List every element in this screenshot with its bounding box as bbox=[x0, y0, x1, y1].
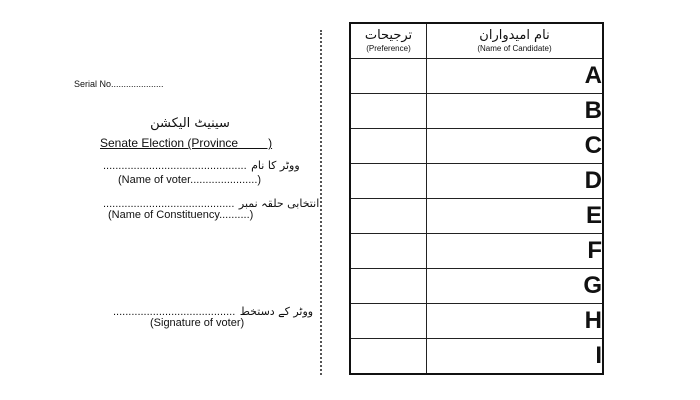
preference-cell[interactable] bbox=[350, 129, 427, 164]
voter-name-urdu-line bbox=[103, 156, 300, 174]
preference-cell[interactable] bbox=[350, 269, 427, 304]
signature-en: (Signature of voter) bbox=[150, 317, 245, 329]
candidate-row bbox=[350, 269, 603, 304]
constituency-en: (Name of Constituency..........) bbox=[108, 209, 254, 221]
signature-urdu: ووٹر کے دستخط bbox=[239, 305, 314, 318]
candidate-row bbox=[350, 304, 603, 339]
candidate-en: (Name of Candidate) bbox=[477, 44, 552, 53]
voter-name-en: (Name of voter......................) bbox=[118, 174, 262, 186]
ballot-header-row bbox=[350, 23, 603, 59]
preference-en: (Preference) bbox=[366, 44, 411, 53]
preference-cell[interactable] bbox=[350, 304, 427, 339]
preference-header bbox=[350, 23, 427, 59]
serial-number-label: Serial No..................... bbox=[74, 79, 164, 89]
candidate-header bbox=[427, 23, 604, 59]
candidate-row bbox=[350, 94, 603, 129]
candidate-letter: C bbox=[427, 129, 604, 164]
candidate-letter: H bbox=[427, 304, 604, 339]
preference-cell[interactable] bbox=[350, 199, 427, 234]
voter-name-dots: ............................................... bbox=[103, 160, 247, 172]
candidate-letter: E bbox=[427, 199, 604, 234]
constituency-urdu: انتخابی حلقہ نمبر bbox=[238, 197, 320, 210]
candidate-row bbox=[350, 129, 603, 164]
candidate-letter: G bbox=[427, 269, 604, 304]
preference-cell[interactable] bbox=[350, 59, 427, 94]
preference-cell[interactable] bbox=[350, 234, 427, 269]
constituency-dots: ........................................... bbox=[103, 198, 235, 210]
candidate-row bbox=[350, 339, 603, 375]
signature-dots: ........................................ bbox=[113, 306, 236, 318]
candidate-row bbox=[350, 234, 603, 269]
title-urdu: سینیٹ الیکشن bbox=[150, 116, 230, 131]
voter-name-urdu: ووٹر کا نام bbox=[251, 159, 300, 172]
preference-urdu: ترجیحات bbox=[364, 28, 413, 43]
candidate-letter: A bbox=[427, 59, 604, 94]
candidate-row bbox=[350, 199, 603, 234]
candidate-row bbox=[350, 59, 603, 94]
preference-cell[interactable] bbox=[350, 339, 427, 375]
candidate-letter: D bbox=[427, 164, 604, 199]
ballot-table bbox=[349, 22, 604, 375]
candidate-letter: F bbox=[427, 234, 604, 269]
senate-election-heading: Senate Election (Province ) bbox=[100, 136, 273, 150]
candidate-letter: B bbox=[427, 94, 604, 129]
perforation-line bbox=[320, 30, 322, 375]
candidate-row bbox=[350, 164, 603, 199]
candidate-urdu: نام امیدواران bbox=[479, 28, 550, 43]
preference-cell[interactable] bbox=[350, 164, 427, 199]
candidate-letter: I bbox=[427, 339, 604, 375]
preference-cell[interactable] bbox=[350, 94, 427, 129]
